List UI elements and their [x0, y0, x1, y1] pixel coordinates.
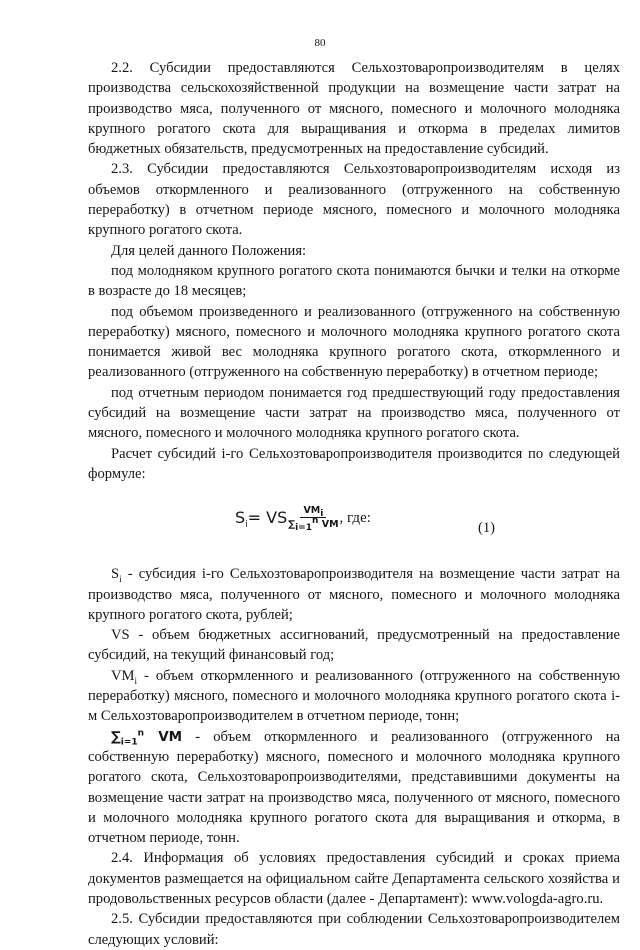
paragraph-formula-intro: Расчет субсидий i-го Сельхозтоваропроизводителя производится по следующей формуле: [88, 445, 620, 482]
paragraph-2-5: 2.5. Субсидии предоставляются при соблюдении Сельхозтоваропроизводителем следующих условий: [88, 911, 620, 948]
paragraph-definition-period: под отчетным периодом понимается год предшествующий году предоставления субсидий на возмещение части затрат на производство мяса, полученного от мясного, помесного и молочного молодняка крупного рогатого скота. [88, 384, 620, 442]
formula-lhs: $S_i$ [235, 507, 248, 530]
page-number: 80 [314, 37, 326, 49]
formula-equals-vs: = VS [247, 507, 288, 527]
formula-suffix: , где: [339, 509, 371, 526]
paragraph-2-4: 2.4. Информация об условиях предоставления субсидий и сроках приема документов размещается на официальном сайте Департамента сельского хозяйства и продовольственных ресурсов области (далее - Департамент): www.vologda-agro.ru. [88, 850, 620, 907]
paragraph-definition-youngstock: под молодняком крупного рогатого скота понимаются бычки и телки на откорме в возрасте до 18 месяцев; [88, 262, 620, 300]
paragraph-definition-volume: под объемом произведенного и реализованного (отгруженного на собственную переработку) мясного, помесного и молочного молодняка крупного рогатого скота понимается живой вес молодняка крупного рогатого скота, откормленного и реализованного (отгруженного на собственную переработку) в отчетном периоде; [88, 303, 620, 381]
symbol-vmi: $VM_i$ [111, 667, 138, 686]
definition-vs: VS - объем бюджетных ассигнований, предусмотренный на предоставление субсидий, на текущий финансовый год; [88, 627, 620, 664]
paragraph-2-2: 2.2. Субсидии предоставляются Сельхозтоваропроизводителям в целях производства сельскохозяйственной продукции на возмещение части затрат на производство мяса, полученного от мясного, помесного и молочного молодняка крупного рогатого скота для выращивания и откорма в пределах лимитов бюджетных обязательств, предусмотренных на предоставление субсидий. [88, 60, 620, 158]
formula-denominator: $\sum_{i=1}^n$ VM [288, 516, 339, 534]
subsidy-formula [235, 505, 371, 534]
formula-number: (1) [478, 520, 496, 537]
definition-sum-vm: $\sum_{i=1}^n$ VM - объем откормленного и реализованного (отгруженного на собственную переработку) мясного, помесного и молочного молодняка крупного рогатого скота, Сельхозтоваропроизводителями, представившими документы на возмещение части затрат на производство мяса, полученного от мясного, помесного и молочного молодняка крупного рогатого скота для выращивания и откорма, в отчетном периоде, тонн. [88, 728, 620, 847]
formula-row [88, 497, 620, 553]
formula-fraction [288, 505, 339, 534]
definition-si: $S_i$ - субсидия i-го Сельхозтоваропроизводителя на возмещение части затрат на производство мяса, полученного от мясного, помесного и молочного молодняка крупного рогатого скота, рублей; [88, 566, 620, 623]
paragraph-definitions-intro: Для целей данного Положения: [111, 242, 307, 259]
definition-vmi: $VM_i$ - объем откормленного и реализованного (отгруженного на собственную переработку) мясного, помесного и молочного молодняка крупного рогатого скота i-м Сельхозтоваропроизводителем в отчетном периоде, тонн; [88, 667, 620, 725]
document-body [88, 58, 620, 950]
symbol-sum-vm: $\sum_{i=1}^n$ VM [111, 728, 183, 748]
paragraph-2-3: 2.3. Субсидии предоставляются Сельхозтоваропроизводителям исходя из объемов откормленного и реализованного (отгруженного на собственную переработку) в отчетном периоде мясного, помесного и молочного молодняка крупного рогатого скота. [88, 161, 620, 239]
formula-numerator: $VM_i$ [300, 505, 326, 518]
symbol-si: $S_i$ [111, 566, 122, 585]
